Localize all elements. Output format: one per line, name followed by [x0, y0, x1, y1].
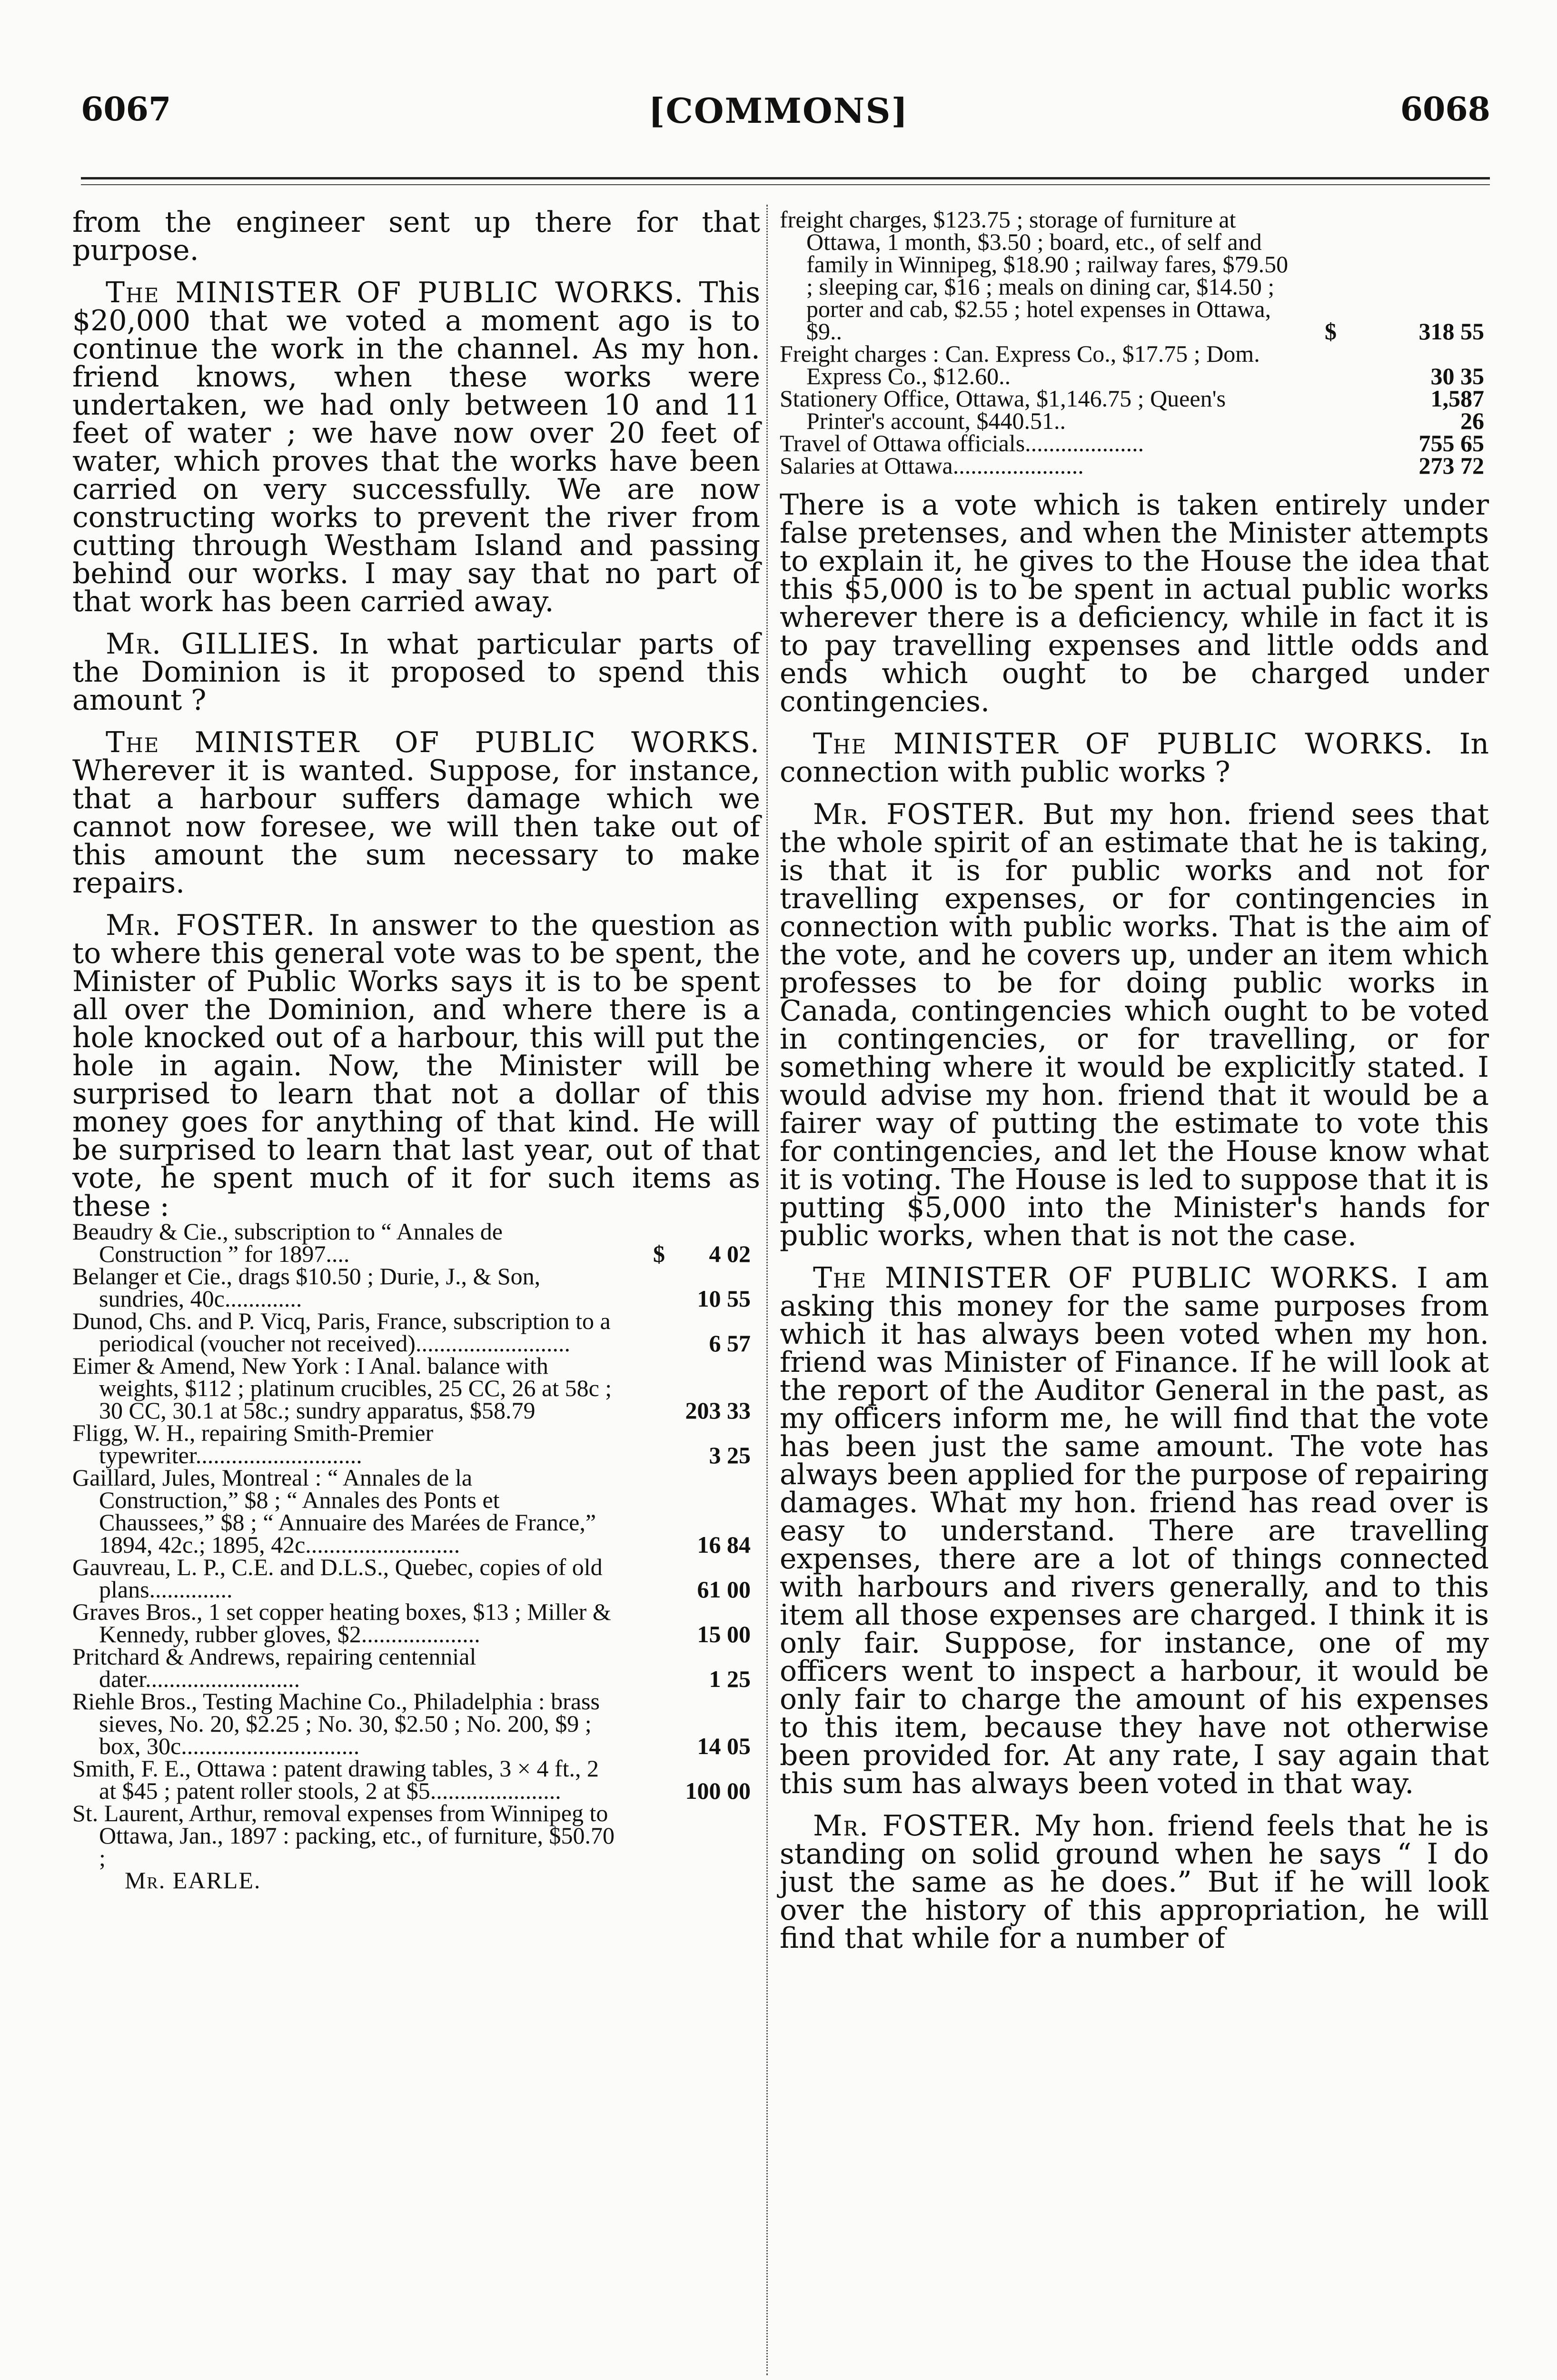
speaker: The MINISTER OF PUBLIC WORKS.	[106, 276, 684, 309]
expense-item	[72, 1598, 760, 1647]
expense-amount: 100 00	[685, 1777, 751, 1804]
speech-text: In connection with public works ?	[780, 727, 1489, 789]
expense-text: St. Laurent, Arthur, removal expenses from Winnipeg to Ottawa, Jan., 1897 : packing, etc., of furniture, $50.70 ;	[72, 1800, 615, 1871]
expense-text: Fligg, W. H., repairing Smith-Premier typewriter............................	[72, 1419, 434, 1468]
expense-text: Dunod, Chs. and P. Vicq, Paris, France, subscription to a periodical (voucher not received)..........................	[72, 1308, 611, 1357]
expense-item	[780, 340, 1489, 389]
speaker: Mr. FOSTER.	[106, 909, 316, 942]
expense-text: freight charges, $123.75 ; storage of furniture at Ottawa, 1 month, $3.50 ; board, etc., of self and family in Winnipeg, $18.90 ; railway fares, $79.50 ; sleeping car, $16 ; meals on dining car, $14.50 ; porter and cab, $2.55 ; hotel expenses in Ottawa, $9..	[780, 206, 1289, 345]
expense-amount: 3 25	[709, 1442, 751, 1468]
expense-amount: 61 00	[697, 1576, 751, 1603]
speaker: Mr. GILLIES.	[106, 627, 321, 661]
page-header	[0, 0, 1557, 157]
speech	[72, 909, 760, 1223]
expense-amount: 4 02	[709, 1240, 751, 1267]
expense-item	[72, 1464, 760, 1558]
expense-text: Riehle Bros., Testing Machine Co., Philadelphia : brass sieves, No. 20, $2.25 ; No. 30, $2.50 ; No. 200, $9 ; box, 30c..............................	[72, 1688, 600, 1759]
speaker: The MINISTER OF PUBLIC WORKS.	[813, 727, 1434, 761]
expense-item	[72, 1419, 760, 1468]
speech-text: In what particular parts of the Dominion is it proposed to spend this amount ?	[72, 627, 760, 717]
expense-text: Smith, F. E., Ottawa : patent drawing tables, 3 × 4 ft., 2 at $45 ; patent roller stools, 2 at $5......................	[72, 1755, 599, 1804]
column-divider	[766, 205, 768, 2375]
expense-amount: 755 65	[1418, 430, 1484, 456]
expense-text: Gauvreau, L. P., C.E. and D.L.S., Quebec, copies of old plans..............	[72, 1554, 603, 1603]
expense-amount: 14 05	[697, 1733, 751, 1759]
paragraph: from the engineer sent up there for that purpose.	[72, 206, 760, 267]
expense-list-continued	[780, 208, 1489, 477]
speech-text: My hon. friend feels that he is standing on solid ground when he says “ I do just the same as he does.” But if he will look over the history of this appropriation, he will find that while for a number of	[780, 1809, 1489, 1955]
expense-item	[780, 208, 1489, 343]
header-rule	[81, 177, 1490, 185]
expense-item	[72, 1757, 760, 1802]
expense-text: Salaries at Ottawa......................	[780, 452, 1084, 479]
expense-item	[72, 1643, 760, 1692]
speaker: Mr. FOSTER.	[813, 1809, 1022, 1843]
speech-text: In answer to the question as to where this general vote was to be spent, the Minister of Public Works says it is to be spent all over the Dominion, and where there is a hole knocked out of a harbour, this will put the hole in again. Now, the Minister will be surprised to learn that not a dollar of this money goes for anything of that kind. He will be surprised to learn that last year, out of that vote, he spent much of it for such items as these :	[72, 909, 760, 1223]
right-column	[780, 208, 1489, 1953]
speech-text: But my hon. friend sees that the whole spirit of an estimate that he is taking, is that it is for public works and not for travelling expenses, or for contingencies in connection with public works. That is the aim of the vote, and he covers up, under an item which professes to be for doing public works in Canada, contingencies which ought to be voted in contingencies, or for travelling, or for something where it would be explicitly stated. I would advise my hon. friend that it would be a fairer way of putting the estimate to vote this for contingencies, and let the House know what it is voting. The House is led to suppose that it is putting $5,000 into the Minister's hands for public works, when that is not the case.	[780, 798, 1489, 1252]
expense-text: Travel of Ottawa officials....................	[780, 430, 1144, 456]
expense-amount: 16 84	[697, 1531, 751, 1558]
closing-speaker: Mr. EARLE.	[125, 1867, 261, 1894]
expense-text: Pritchard & Andrews, repairing centennial dater..........................	[72, 1643, 476, 1692]
expense-amount: 1,587 26	[1430, 385, 1484, 434]
expense-list	[72, 1220, 760, 1869]
expense-item	[72, 1802, 760, 1869]
expense-amount: 203 33	[685, 1397, 751, 1424]
expense-text: Gaillard, Jules, Montreal : “ Annales de la Construction,” $8 ; “ Annales des Ponts et Chaussees,” $8 ; “ Annuaire des Marées de France,” 1894, 42c.; 1895, 42c..........................	[72, 1464, 596, 1558]
expense-text: Stationery Office, Ottawa, $1,146.75 ; Queen's Printer's account, $440.51..	[780, 385, 1226, 434]
expense-amount: 318 55	[1418, 318, 1484, 345]
expense-item	[780, 387, 1489, 432]
speech	[780, 798, 1489, 1252]
expense-amount: 10 55	[697, 1285, 751, 1312]
expense-amount: 1 25	[709, 1666, 751, 1692]
expense-item	[72, 1556, 760, 1601]
expense-text: Graves Bros., 1 set copper heating boxes, $13 ; Miller & Kennedy, rubber gloves, $2....................	[72, 1598, 611, 1647]
expense-text: Eimer & Amend, New York : I Anal. balance with weights, $112 ; platinum crucibles, 25 CC, 26 at 58c ; 30 CC, 30.1 at 58c.; sundry apparatus, $58.79	[72, 1352, 612, 1424]
speech-text: This $20,000 that we voted a moment ago is to continue the work in the channel. As my hon. friend knows, when these works were undertaken, we had only between 10 and 11 feet of water ; we have now over 20 feet of water, which proves that the works have been carried on very successfully. We are now constructing works to prevent the river from cutting through Westham Island and passing behind our works. I may say that no part of that work has been carried away.	[72, 276, 760, 618]
expense-item	[780, 452, 1489, 479]
expense-text: Freight charges : Can. Express Co., $17.75 ; Dom. Express Co., $12.60..	[780, 340, 1260, 389]
left-column	[72, 208, 760, 1892]
expense-item	[72, 1352, 760, 1424]
speaker: The MINISTER OF PUBLIC WORKS.	[106, 726, 760, 759]
speech	[72, 276, 760, 618]
speech	[780, 1261, 1489, 1800]
speaker: The MINISTER OF PUBLIC WORKS.	[813, 1261, 1400, 1295]
currency-sign: $	[653, 1240, 665, 1267]
expense-text: Beaudry & Cie., subscription to “ Annales de Construction ” for 1897....	[72, 1218, 503, 1267]
expense-amount: 30 35	[1430, 363, 1484, 389]
expense-text: Belanger et Cie., drags $10.50 ; Durie, J., & Son, sundries, 40c.............	[72, 1263, 541, 1312]
paragraph: There is a vote which is taken entirely under false pretenses, and when the Minister attempts to explain it, he gives to the House the idea that this $5,000 is to be spent in actual public works wherever there is a deficiency, while in fact it is to pay travelling expenses and little odds and ends which ought to be charged under contingencies.	[780, 488, 1489, 718]
speech-text: I am asking this money for the same purposes from which it has always been voted when my hon. friend was Minister of Finance. If he will look at the report of the Auditor General in the past, as my officers inform me, he will find that the vote has been just the same amount. The vote has always been applied for the purpose of repairing damages. What my hon. friend has read over is easy to understand. There are travelling expenses, there are a lot of things connected with harbours and rivers generally, and to this item all those expenses are charged. I think it is only fair. Suppose, for instance, one of my officers went to inspect a harbour, it would be only fair to charge the amount of his expenses to this item, because they have not otherwise been provided for. At any rate, I say again that this sum has always been voted in that way.	[780, 1261, 1489, 1800]
page-number-left: 6067	[81, 90, 171, 129]
speaker: Mr. FOSTER.	[813, 798, 1027, 831]
expense-item	[780, 432, 1489, 455]
expense-item	[72, 1265, 760, 1310]
currency-sign: $	[1325, 318, 1337, 345]
expense-item	[72, 1310, 760, 1355]
speech	[72, 726, 760, 900]
speech	[780, 1809, 1489, 1955]
expense-amount: 15 00	[697, 1621, 751, 1647]
expense-amount: 273 72	[1418, 452, 1484, 479]
expense-item	[72, 1220, 760, 1265]
expense-amount: 6 57	[709, 1330, 751, 1357]
running-title: [COMMONS]	[648, 90, 909, 131]
speech-text: Wherever it is wanted. Suppose, for instance, that a harbour suffers damage which we cannot now foresee, we will then take out of this amount the sum necessary to make repairs.	[72, 754, 760, 900]
expense-item	[72, 1690, 760, 1757]
speech	[72, 627, 760, 717]
page-number-right: 6068	[1400, 90, 1490, 129]
speech	[780, 727, 1489, 789]
